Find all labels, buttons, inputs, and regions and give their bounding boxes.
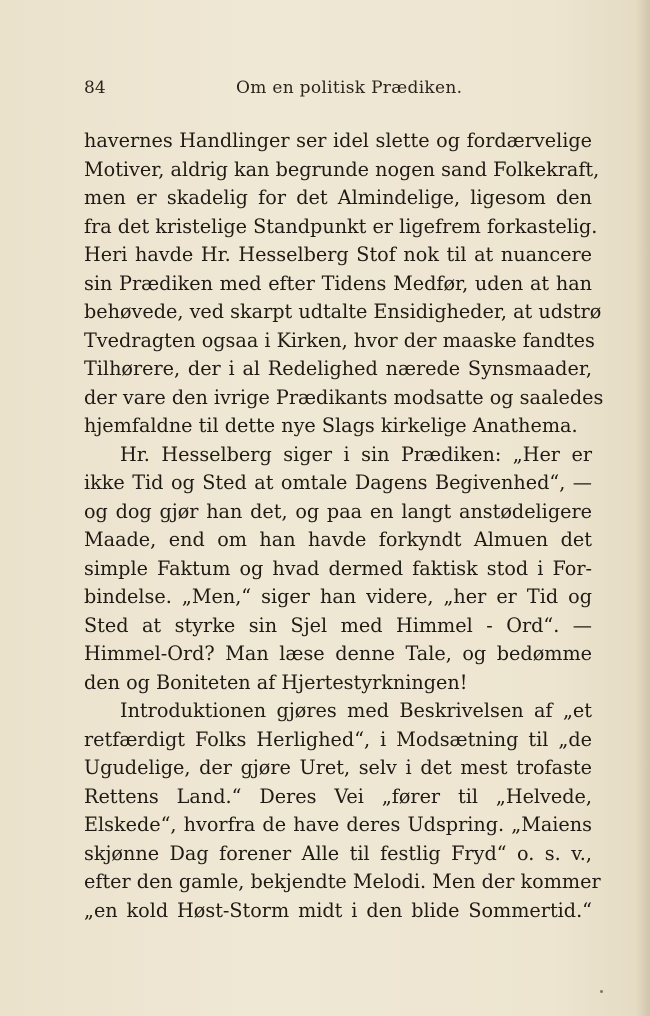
text-line: og dog gjør han det, og paa en langt anstødeligere xyxy=(84,499,592,523)
page-header xyxy=(84,78,592,102)
text-line: efter den gamle, bekjendte Melodi. Men der kommer xyxy=(84,870,601,893)
text-line: simple Faktum og hvad dermed faktisk stod i For- xyxy=(84,556,592,580)
text-line: Ugudelige, der gjøre Uret, selv i det mest trofaste xyxy=(84,756,592,779)
text-line: Himmel-Ord? Man læse denne Tale, og bedømme xyxy=(84,642,592,665)
text-line: Rettens Land.“ Deres Vei „fører til „Helvede, xyxy=(84,784,592,808)
body-text xyxy=(84,127,604,925)
paper-speck xyxy=(600,990,603,993)
text-line: men er skadelig for det Almindelige, ligesom den xyxy=(84,186,592,209)
text-line: „en kold Høst-Storm midt i den blide Sommertid.“ xyxy=(84,898,592,922)
text-line: ikke Tid og Sted at omtale Dagens Begivenhed“, — xyxy=(84,471,592,494)
text-line: Maade, end om han havde forkyndt Almuen det xyxy=(84,528,592,551)
running-title: Om en politisk Prædiken. xyxy=(236,78,463,98)
text-line: Sted at styrke sin Sjel med Himmel - Ord“. — xyxy=(84,613,592,637)
text-line: bindelse. „Men,“ siger han videre, „her er Tid og xyxy=(84,585,592,608)
text-line: der vare den ivrige Prædikants modsatte og saaledes xyxy=(84,385,604,409)
page-edge-shadow xyxy=(636,0,650,1016)
text-line: skjønne Dag forener Alle til festlig Fryd“ o. s. v., xyxy=(84,841,592,865)
text-line: Hr. Hesselberg siger i sin Prædiken: „Her er xyxy=(120,442,592,466)
text-line: hjemfaldne til dette nye Slags kirkelige Anathema. xyxy=(84,414,578,437)
text-line: den og Boniteten af Hjertestyrkningen! xyxy=(84,670,468,694)
text-line: havernes Handlinger ser idel slette og fordærvelige xyxy=(84,129,592,152)
page-number: 84 xyxy=(84,78,106,98)
text-line: Tvedragten ogsaa i Kirken, hvor der maaske fandtes xyxy=(84,328,595,352)
text-line: Introduktionen gjøres med Beskrivelsen af „et xyxy=(120,699,592,722)
text-line: sin Prædiken med efter Tidens Medfør, uden at han xyxy=(84,271,592,295)
text-line: Tilhørere, der i al Redelighed nærede Synsmaader, xyxy=(84,357,592,380)
text-line: retfærdigt Folks Herlighed“, i Modsætning til „de xyxy=(84,727,592,751)
text-line: fra det kristelige Standpunkt er ligefrem forkastelig. xyxy=(84,214,598,238)
text-line: Heri havde Hr. Hesselberg Stof nok til at nuancere xyxy=(84,243,592,266)
text-line: Motiver, aldrig kan begrunde nogen sand Folkekraft, xyxy=(84,157,600,181)
text-line: behøvede, ved skarpt udtalte Ensidigheder, at udstrø xyxy=(84,300,602,323)
text-line: Elskede“, hvorfra de have deres Udspring. „Maiens xyxy=(84,813,592,836)
